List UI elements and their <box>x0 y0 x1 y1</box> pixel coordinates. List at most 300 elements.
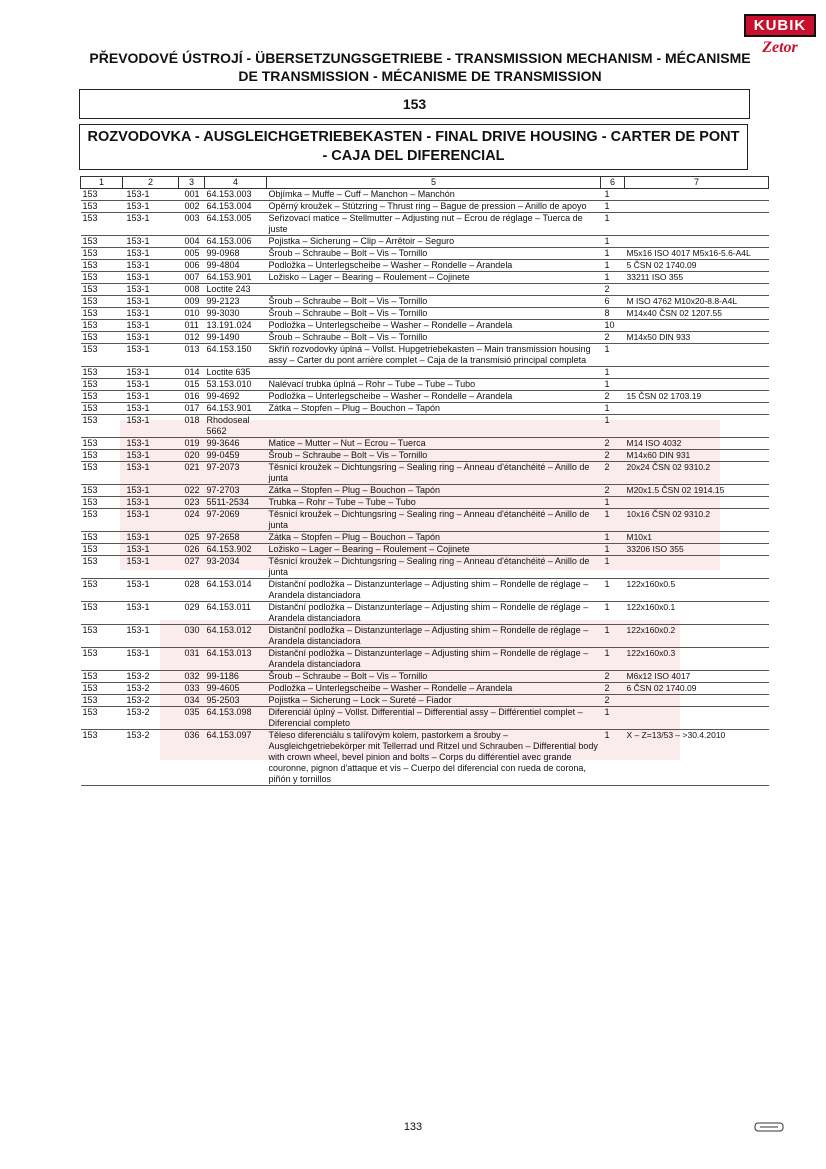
note-cell: M10x1 <box>625 532 769 544</box>
description-cell: Podložka – Unterlegscheibe – Washer – Rondelle – Arandela <box>267 683 601 695</box>
column-header-7: 7 <box>625 177 769 189</box>
part-number-cell: 64.153.901 <box>205 403 267 415</box>
subgroup-cell: 153-1 <box>123 189 179 201</box>
position-cell: 023 <box>179 497 205 509</box>
position-cell: 018 <box>179 415 205 438</box>
quantity-cell: 1 <box>601 730 625 786</box>
subgroup-cell: 153-1 <box>123 415 179 438</box>
table-row <box>81 403 769 415</box>
subgroup-cell: 153-1 <box>123 296 179 308</box>
part-number-cell: 99-3030 <box>205 308 267 320</box>
part-number-cell: 64.153.013 <box>205 648 267 671</box>
table-row <box>81 379 769 391</box>
subgroup-cell: 153-1 <box>123 248 179 260</box>
table-row <box>81 284 769 296</box>
table-row <box>81 602 769 625</box>
subgroup-cell: 153-1 <box>123 332 179 344</box>
table-row <box>81 367 769 379</box>
table-row <box>81 415 769 438</box>
quantity-cell: 2 <box>601 450 625 462</box>
position-cell: 010 <box>179 308 205 320</box>
zetor-logo-text: Zetor <box>762 39 798 56</box>
group-cell: 153 <box>81 248 123 260</box>
subgroup-cell: 153-1 <box>123 462 179 485</box>
part-number-cell: 99-4605 <box>205 683 267 695</box>
description-cell: Pojistka – Sicherung – Lock – Sureté – Fiador <box>267 695 601 707</box>
position-cell: 035 <box>179 707 205 730</box>
table-row <box>81 248 769 260</box>
description-cell: Podložka – Unterlegscheibe – Washer – Rondelle – Arandela <box>267 320 601 332</box>
position-cell: 030 <box>179 625 205 648</box>
description-cell: Šroub – Schraube – Bolt – Vis – Tornillo <box>267 332 601 344</box>
part-number-cell: 64.153.901 <box>205 272 267 284</box>
part-number-cell: 64.153.097 <box>205 730 267 786</box>
group-cell: 153 <box>81 544 123 556</box>
position-cell: 029 <box>179 602 205 625</box>
position-cell: 007 <box>179 272 205 284</box>
position-cell: 016 <box>179 391 205 403</box>
note-cell <box>625 497 769 509</box>
note-cell: 15 ČSN 02 1703.19 <box>625 391 769 403</box>
part-number-cell: 64.153.011 <box>205 602 267 625</box>
footer-zetor-icon <box>754 1122 784 1132</box>
position-cell: 031 <box>179 648 205 671</box>
note-cell <box>625 236 769 248</box>
group-cell: 153 <box>81 379 123 391</box>
description-cell: Opěrný kroužek – Stützring – Thrust ring – Bague de pression – Anillo de apoyo <box>267 201 601 213</box>
part-number-cell: 64.153.012 <box>205 625 267 648</box>
subgroup-cell: 153-1 <box>123 201 179 213</box>
table-row <box>81 648 769 671</box>
part-number-cell: 99-2123 <box>205 296 267 308</box>
subgroup-cell: 153-1 <box>123 648 179 671</box>
note-cell <box>625 695 769 707</box>
group-cell: 153 <box>81 236 123 248</box>
quantity-cell: 2 <box>601 284 625 296</box>
description-cell: Pojistka – Sicherung – Clip – Arrêtoir – Seguro <box>267 236 601 248</box>
quantity-cell: 1 <box>601 544 625 556</box>
description-cell: Ložisko – Lager – Bearing – Roulement – Cojinete <box>267 544 601 556</box>
description-cell: Zátka – Stopfen – Plug – Bouchon – Tapón <box>267 532 601 544</box>
subgroup-cell: 153-1 <box>123 260 179 272</box>
part-number-cell: 53.153.010 <box>205 379 267 391</box>
subgroup-cell: 153-1 <box>123 544 179 556</box>
part-number-cell: 64.153.004 <box>205 201 267 213</box>
quantity-cell: 1 <box>601 189 625 201</box>
quantity-cell: 6 <box>601 296 625 308</box>
subgroup-cell: 153-1 <box>123 344 179 367</box>
quantity-cell: 1 <box>601 579 625 602</box>
table-row <box>81 272 769 284</box>
description-cell: Seřizovací matice – Stellmutter – Adjusting nut – Ecrou de réglage – Tuerca de juste <box>267 213 601 236</box>
table-row <box>81 730 769 786</box>
description-cell: Podložka – Unterlegscheibe – Washer – Rondelle – Arandela <box>267 391 601 403</box>
description-cell: Těsnicí kroužek – Dichtungsring – Sealing ring – Anneau d'étanchéité – Anillo de junta <box>267 509 601 532</box>
part-number-cell: Loctite 243 <box>205 284 267 296</box>
part-number-cell: Rhodoseal 5662 <box>205 415 267 438</box>
description-cell: Nalévací trubka úplná – Rohr – Tube – Tube – Tubo <box>267 379 601 391</box>
part-number-cell: 64.153.003 <box>205 189 267 201</box>
quantity-cell: 1 <box>601 415 625 438</box>
part-number-cell: 99-1490 <box>205 332 267 344</box>
position-cell: 022 <box>179 485 205 497</box>
group-cell: 153 <box>81 509 123 532</box>
note-cell <box>625 320 769 332</box>
description-cell: Trubka – Rohr – Tube – Tube – Tubo <box>267 497 601 509</box>
subgroup-cell: 153-1 <box>123 367 179 379</box>
quantity-cell: 1 <box>601 367 625 379</box>
description-cell: Diferenciál úplný – Vollst. Differential – Differential assy – Différentiel complet – Diferencial completo <box>267 707 601 730</box>
group-cell: 153 <box>81 556 123 579</box>
note-cell: M20x1.5 ČSN 02 1914.15 <box>625 485 769 497</box>
subgroup-cell: 153-1 <box>123 579 179 602</box>
table-row <box>81 236 769 248</box>
part-number-cell: 64.153.014 <box>205 579 267 602</box>
description-cell: Šroub – Schraube – Bolt – Vis – Tornillo <box>267 671 601 683</box>
description-cell: Šroub – Schraube – Bolt – Vis – Tornillo <box>267 308 601 320</box>
table-row <box>81 332 769 344</box>
note-cell: M14x50 DIN 933 <box>625 332 769 344</box>
note-cell: 20x24 ČSN 02 9310.2 <box>625 462 769 485</box>
quantity-cell: 2 <box>601 438 625 450</box>
description-cell <box>267 284 601 296</box>
note-cell <box>625 284 769 296</box>
quantity-cell: 1 <box>601 648 625 671</box>
group-cell: 153 <box>81 201 123 213</box>
quantity-cell: 10 <box>601 320 625 332</box>
note-cell <box>625 379 769 391</box>
subgroup-cell: 153-1 <box>123 403 179 415</box>
note-cell: 33206 ISO 355 <box>625 544 769 556</box>
description-cell: Ložisko – Lager – Bearing – Roulement – Cojinete <box>267 272 601 284</box>
group-cell: 153 <box>81 272 123 284</box>
description-cell: Těsnicí kroužek – Dichtungsring – Sealing ring – Anneau d'étanchéité – Anillo de junta <box>267 462 601 485</box>
table-row <box>81 625 769 648</box>
position-cell: 025 <box>179 532 205 544</box>
part-number-cell: 95-2503 <box>205 695 267 707</box>
page-title: PŘEVODOVÉ ÚSTROJÍ - ÜBERSETZUNGSGETRIEBE - TRANSMISSION MECHANISM - MÉCANISME DE TRANSMISSION - MÉCANISME DE TRANSMISSION <box>89 50 751 84</box>
subgroup-cell: 153-1 <box>123 391 179 403</box>
part-number-cell: 99-3646 <box>205 438 267 450</box>
quantity-cell: 1 <box>601 707 625 730</box>
note-cell: X – Z=13/53 – >30.4.2010 <box>625 730 769 786</box>
group-cell: 153 <box>81 367 123 379</box>
table-row <box>81 344 769 367</box>
quantity-cell: 1 <box>601 509 625 532</box>
description-cell: Objímka – Muffe – Cuff – Manchon – Manchón <box>267 189 601 201</box>
position-cell: 012 <box>179 332 205 344</box>
subgroup-cell: 153-1 <box>123 379 179 391</box>
parts-table <box>80 176 769 786</box>
group-cell: 153 <box>81 320 123 332</box>
quantity-cell: 2 <box>601 671 625 683</box>
quantity-cell: 1 <box>601 625 625 648</box>
table-row <box>81 671 769 683</box>
group-cell: 153 <box>81 260 123 272</box>
column-header-5: 5 <box>267 177 601 189</box>
position-cell: 014 <box>179 367 205 379</box>
subgroup-cell: 153-1 <box>123 236 179 248</box>
group-cell: 153 <box>81 284 123 296</box>
position-cell: 036 <box>179 730 205 786</box>
subgroup-cell: 153-1 <box>123 213 179 236</box>
quantity-cell: 1 <box>601 497 625 509</box>
position-cell: 024 <box>179 509 205 532</box>
note-cell <box>625 707 769 730</box>
subgroup-cell: 153-1 <box>123 625 179 648</box>
quantity-cell: 1 <box>601 532 625 544</box>
subgroup-cell: 153-2 <box>123 695 179 707</box>
part-number-cell: 97-2658 <box>205 532 267 544</box>
quantity-cell: 1 <box>601 236 625 248</box>
position-cell: 005 <box>179 248 205 260</box>
position-cell: 011 <box>179 320 205 332</box>
part-number-cell: 99-4692 <box>205 391 267 403</box>
group-cell: 153 <box>81 671 123 683</box>
position-cell: 004 <box>179 236 205 248</box>
group-cell: 153 <box>81 391 123 403</box>
quantity-cell: 1 <box>601 213 625 236</box>
quantity-cell: 2 <box>601 683 625 695</box>
quantity-cell: 2 <box>601 391 625 403</box>
quantity-cell: 2 <box>601 462 625 485</box>
table-row <box>81 556 769 579</box>
note-cell: 5 ČSN 02 1740.09 <box>625 260 769 272</box>
part-number-cell: 97-2703 <box>205 485 267 497</box>
quantity-cell: 1 <box>601 201 625 213</box>
table-row <box>81 485 769 497</box>
table-row <box>81 497 769 509</box>
table-header-row <box>81 177 769 189</box>
table-row <box>81 683 769 695</box>
group-cell: 153 <box>81 695 123 707</box>
part-number-cell: 5511-2534 <box>205 497 267 509</box>
part-number-cell: 13.191.024 <box>205 320 267 332</box>
table-row <box>81 544 769 556</box>
position-cell: 009 <box>179 296 205 308</box>
group-cell: 153 <box>81 683 123 695</box>
note-cell: M6x12 ISO 4017 <box>625 671 769 683</box>
quantity-cell: 1 <box>601 602 625 625</box>
position-cell: 028 <box>179 579 205 602</box>
position-cell: 033 <box>179 683 205 695</box>
group-cell: 153 <box>81 308 123 320</box>
part-number-cell: 64.153.098 <box>205 707 267 730</box>
table-row <box>81 201 769 213</box>
group-cell: 153 <box>81 438 123 450</box>
table-row <box>81 308 769 320</box>
note-cell: M14x40 ČSN 02 1207.55 <box>625 308 769 320</box>
position-cell: 015 <box>179 379 205 391</box>
kubik-logo-text: KUBIK <box>744 14 816 37</box>
subgroup-cell: 153-1 <box>123 450 179 462</box>
column-header-6: 6 <box>601 177 625 189</box>
description-cell: Podložka – Unterlegscheibe – Washer – Rondelle – Arandela <box>267 260 601 272</box>
quantity-cell: 1 <box>601 260 625 272</box>
note-cell: 33211 ISO 355 <box>625 272 769 284</box>
table-row <box>81 189 769 201</box>
part-number-cell: 64.153.006 <box>205 236 267 248</box>
position-cell: 020 <box>179 450 205 462</box>
subgroup-cell: 153-1 <box>123 532 179 544</box>
note-cell: 122x160x0.3 <box>625 648 769 671</box>
description-cell: Distanční podložka – Distanzunterlage – Adjusting shim – Rondelle de réglage – Arandela distanciadora <box>267 602 601 625</box>
group-cell: 153 <box>81 403 123 415</box>
note-cell <box>625 367 769 379</box>
note-cell: 122x160x0.5 <box>625 579 769 602</box>
description-cell: Zátka – Stopfen – Plug – Bouchon – Tapón <box>267 485 601 497</box>
part-number-cell: 64.153.150 <box>205 344 267 367</box>
column-header-3: 3 <box>179 177 205 189</box>
group-cell: 153 <box>81 462 123 485</box>
table-row <box>81 509 769 532</box>
position-cell: 003 <box>179 213 205 236</box>
description-cell: Těleso diferenciálu s talířovým kolem, pastorkem a šrouby – Ausgleichgetriebekörper mit Tellerrad und Ritzel und Schrauben – Differential body with crown wheel, bevel pinion and bolts – Corps du différentiel avec grande couronne, pignon d'attaque et vis – Cuerpo del diferencial con rueda de corona, piñón y tornillos <box>267 730 601 786</box>
note-cell: 10x16 ČSN 02 9310.2 <box>625 509 769 532</box>
position-cell: 017 <box>179 403 205 415</box>
subgroup-cell: 153-1 <box>123 602 179 625</box>
group-cell: 153 <box>81 730 123 786</box>
quantity-cell: 1 <box>601 272 625 284</box>
part-number-cell: 93-2034 <box>205 556 267 579</box>
note-cell <box>625 415 769 438</box>
group-cell: 153 <box>81 625 123 648</box>
group-cell: 153 <box>81 602 123 625</box>
quantity-cell: 1 <box>601 344 625 367</box>
group-cell: 153 <box>81 450 123 462</box>
note-cell: M14x60 DIN 931 <box>625 450 769 462</box>
section-title-box <box>79 124 748 170</box>
description-cell <box>267 367 601 379</box>
description-cell: Distanční podložka – Distanzunterlage – Adjusting shim – Rondelle de réglage – Arandela distanciadora <box>267 648 601 671</box>
table-row <box>81 320 769 332</box>
page-number: 133 <box>403 1121 423 1133</box>
part-number-cell: 97-2069 <box>205 509 267 532</box>
quantity-cell: 8 <box>601 308 625 320</box>
position-cell: 013 <box>179 344 205 367</box>
subgroup-cell: 153-1 <box>123 509 179 532</box>
description-cell: Zátka – Stopfen – Plug – Bouchon – Tapón <box>267 403 601 415</box>
note-cell: M ISO 4762 M10x20-8.8-A4L <box>625 296 769 308</box>
subgroup-cell: 153-1 <box>123 284 179 296</box>
quantity-cell: 1 <box>601 379 625 391</box>
position-cell: 002 <box>179 201 205 213</box>
table-row <box>81 450 769 462</box>
table-row <box>81 296 769 308</box>
note-cell: M14 ISO 4032 <box>625 438 769 450</box>
column-header-4: 4 <box>205 177 267 189</box>
group-cell: 153 <box>81 332 123 344</box>
group-number-box <box>79 89 750 119</box>
subgroup-cell: 153-1 <box>123 556 179 579</box>
table-row <box>81 462 769 485</box>
position-cell: 026 <box>179 544 205 556</box>
table-row <box>81 213 769 236</box>
subgroup-cell: 153-1 <box>123 485 179 497</box>
group-cell: 153 <box>81 497 123 509</box>
table-row <box>81 695 769 707</box>
quantity-cell: 1 <box>601 248 625 260</box>
group-cell: 153 <box>81 532 123 544</box>
part-number-cell: 99-0968 <box>205 248 267 260</box>
subgroup-cell: 153-1 <box>123 438 179 450</box>
description-cell: Šroub – Schraube – Bolt – Vis – Tornillo <box>267 450 601 462</box>
description-cell: Matice – Mutter – Nut – Ecrou – Tuerca <box>267 438 601 450</box>
quantity-cell: 1 <box>601 556 625 579</box>
table-row <box>81 260 769 272</box>
description-cell: Skříň rozvodovky úplná – Vollst. Hupgetriebekasten – Main transmission housing assy – Carter du pont arrière complet – Caja de la transmisió principal completa <box>267 344 601 367</box>
description-cell: Distanční podložka – Distanzunterlage – Adjusting shim – Rondelle de réglage – Arandela distanciadora <box>267 579 601 602</box>
table-row <box>81 391 769 403</box>
subgroup-cell: 153-1 <box>123 497 179 509</box>
part-number-cell: Loctite 635 <box>205 367 267 379</box>
part-number-cell: 64.153.005 <box>205 213 267 236</box>
quantity-cell: 2 <box>601 485 625 497</box>
note-cell <box>625 189 769 201</box>
description-cell: Těsnicí kroužek – Dichtungsring – Sealing ring – Anneau d'étanchéité – Anillo de junta <box>267 556 601 579</box>
description-cell: Distanční podložka – Distanzunterlage – Adjusting shim – Rondelle de réglage – Arandela distanciadora <box>267 625 601 648</box>
group-cell: 153 <box>81 344 123 367</box>
note-cell <box>625 213 769 236</box>
quantity-cell: 1 <box>601 403 625 415</box>
part-number-cell: 99-4804 <box>205 260 267 272</box>
subgroup-cell: 153-2 <box>123 683 179 695</box>
group-number: 153 <box>402 96 427 112</box>
group-cell: 153 <box>81 579 123 602</box>
position-cell: 034 <box>179 695 205 707</box>
column-header-2: 2 <box>123 177 179 189</box>
position-cell: 032 <box>179 671 205 683</box>
subgroup-cell: 153-1 <box>123 320 179 332</box>
note-cell: M5x16 ISO 4017 M5x16-5.6-A4L <box>625 248 769 260</box>
section-title: ROZVODOVKA - AUSGLEICHGETRIEBEKASTEN - FINAL DRIVE HOUSING - CARTER DE PONT - CAJA DEL DIFERENCIAL <box>87 129 740 164</box>
note-cell <box>625 344 769 367</box>
position-cell: 006 <box>179 260 205 272</box>
group-cell: 153 <box>81 648 123 671</box>
position-cell: 021 <box>179 462 205 485</box>
position-cell: 019 <box>179 438 205 450</box>
position-cell: 001 <box>179 189 205 201</box>
table-row <box>81 532 769 544</box>
subgroup-cell: 153-2 <box>123 707 179 730</box>
quantity-cell: 2 <box>601 695 625 707</box>
group-cell: 153 <box>81 415 123 438</box>
column-header-1: 1 <box>81 177 123 189</box>
part-number-cell: 99-0459 <box>205 450 267 462</box>
group-cell: 153 <box>81 296 123 308</box>
description-cell: Šroub – Schraube – Bolt – Vis – Tornillo <box>267 296 601 308</box>
group-cell: 153 <box>81 213 123 236</box>
part-number-cell: 99-1186 <box>205 671 267 683</box>
table-row <box>81 579 769 602</box>
part-number-cell: 97-2073 <box>205 462 267 485</box>
table-row <box>81 707 769 730</box>
position-cell: 008 <box>179 284 205 296</box>
note-cell <box>625 403 769 415</box>
description-cell <box>267 415 601 438</box>
quantity-cell: 2 <box>601 332 625 344</box>
group-cell: 153 <box>81 485 123 497</box>
parts-table-body <box>81 189 769 786</box>
group-cell: 153 <box>81 189 123 201</box>
note-cell <box>625 201 769 213</box>
subgroup-cell: 153-1 <box>123 272 179 284</box>
note-cell: 122x160x0.1 <box>625 602 769 625</box>
group-cell: 153 <box>81 707 123 730</box>
position-cell: 027 <box>179 556 205 579</box>
subgroup-cell: 153-1 <box>123 308 179 320</box>
subgroup-cell: 153-2 <box>123 671 179 683</box>
